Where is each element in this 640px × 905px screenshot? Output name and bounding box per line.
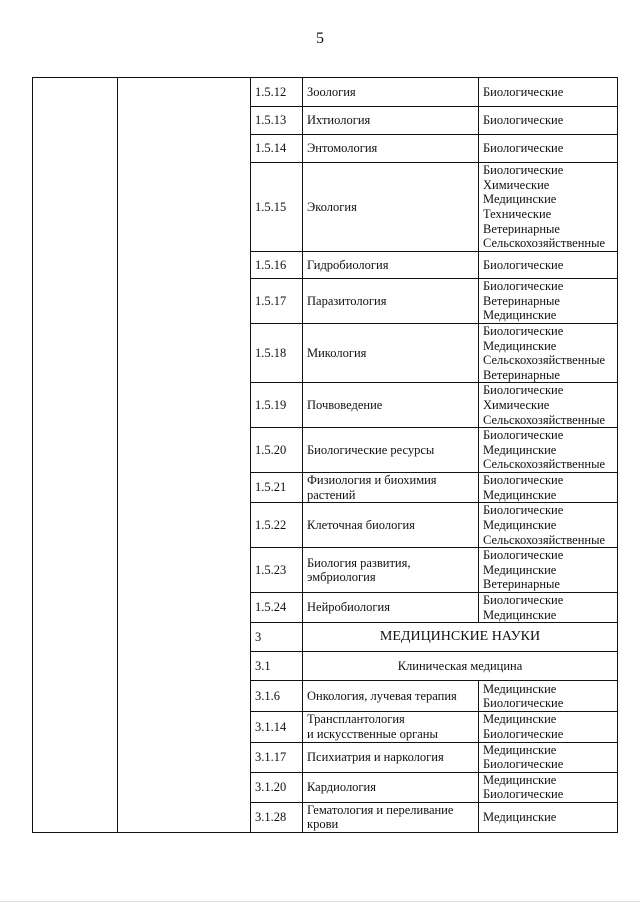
row-code: 1.5.24	[251, 593, 303, 623]
row-code: 1.5.15	[251, 163, 303, 252]
specialty-name-line: Энтомология	[307, 141, 378, 156]
row-code: 1.5.21	[251, 473, 303, 503]
specialty-name-line: Гематология и переливание	[307, 802, 454, 817]
science-fields	[479, 772, 618, 802]
science-field: Медицинские	[483, 517, 557, 532]
science-field: Медицинские	[483, 712, 557, 727]
specialty-name	[303, 742, 479, 772]
science-field: Медицинские	[483, 308, 557, 323]
science-fields	[479, 163, 618, 252]
specialty-name-line: Трансплантология	[307, 712, 405, 727]
science-field: Медицинские	[483, 338, 557, 353]
specialty-name	[303, 428, 479, 473]
science-field: Биологические	[483, 257, 564, 272]
specialty-name	[303, 383, 479, 428]
specialty-name-line: эмбриология	[307, 570, 376, 585]
science-field: Ветеринарные	[483, 293, 560, 308]
row-code: 3.1.28	[251, 802, 303, 832]
science-fields	[479, 428, 618, 473]
science-field: Биологические	[483, 696, 564, 711]
science-field: Биологические	[483, 548, 564, 563]
specialty-name	[303, 503, 479, 548]
row-code: 1.5.19	[251, 383, 303, 428]
table-body	[33, 78, 618, 833]
science-fields	[479, 135, 618, 163]
section-title: Клиническая медицина	[303, 652, 618, 681]
page-bottom-rule	[0, 901, 640, 902]
science-field: Химические	[483, 397, 550, 412]
science-field: Ветеринарные	[483, 577, 560, 592]
science-field: Биологические	[483, 503, 564, 518]
page-number: 5	[316, 30, 324, 47]
science-field: Сельскохозяйственные	[483, 353, 606, 368]
science-fields	[479, 252, 618, 279]
science-field: Сельскохозяйственные	[483, 532, 606, 547]
science-field: Медицинские	[483, 192, 557, 207]
science-field: Медицинские	[483, 681, 557, 696]
specialty-name-line: Физиология и биохимия	[307, 473, 437, 488]
science-field: Ветеринарные	[483, 221, 560, 236]
science-fields	[479, 503, 618, 548]
row-code: 3	[251, 623, 303, 652]
specialty-name	[303, 681, 479, 712]
science-field: Биологические	[483, 757, 564, 772]
specialty-name	[303, 135, 479, 163]
row-code: 3.1.20	[251, 772, 303, 802]
specialty-name-line: Нейробиология	[307, 600, 390, 615]
specialty-name	[303, 78, 479, 107]
specialty-name	[303, 163, 479, 252]
science-field: Биологические	[483, 383, 564, 398]
row-code: 3.1	[251, 652, 303, 681]
specialty-name-line: Биология развития,	[307, 555, 411, 570]
row-code: 1.5.18	[251, 324, 303, 383]
row-code: 1.5.12	[251, 78, 303, 107]
row-code: 1.5.16	[251, 252, 303, 279]
science-field: Химические	[483, 177, 550, 192]
science-field: Медицинские	[483, 742, 557, 757]
specialty-name	[303, 772, 479, 802]
specialty-name-line: Клеточная биология	[307, 517, 415, 532]
specialty-name	[303, 252, 479, 279]
science-fields	[479, 548, 618, 593]
specialty-name-line: Онкология, лучевая терапия	[307, 689, 457, 704]
science-fields	[479, 107, 618, 135]
science-fields	[479, 712, 618, 742]
science-fields	[479, 742, 618, 772]
row-code: 3.1.14	[251, 712, 303, 742]
specialty-name	[303, 279, 479, 324]
specialty-name-line: Кардиология	[307, 779, 376, 794]
specialty-name-line: Паразитология	[307, 293, 387, 308]
specialty-name	[303, 107, 479, 135]
specialty-name-line: Ихтиология	[307, 113, 371, 128]
science-field: Медицинские	[483, 562, 557, 577]
specialties-table	[32, 77, 618, 833]
row-code: 1.5.17	[251, 279, 303, 324]
row-code: 3.1.6	[251, 681, 303, 712]
science-field: Биологические	[483, 113, 564, 128]
science-fields	[479, 279, 618, 324]
specialty-name-line: Гидробиология	[307, 257, 389, 272]
science-field: Биологические	[483, 787, 564, 802]
specialty-name-line: Психиатрия и наркология	[307, 749, 444, 764]
science-fields	[479, 383, 618, 428]
science-fields	[479, 324, 618, 383]
science-field: Технические	[483, 207, 552, 221]
science-field: Медицинские	[483, 772, 557, 787]
specialty-name-line: Почвоведение	[307, 397, 383, 412]
section-title: МЕДИЦИНСКИЕ НАУКИ	[303, 623, 618, 652]
row-code: 3.1.17	[251, 742, 303, 772]
science-field: Биологические	[483, 324, 564, 338]
specialty-name	[303, 473, 479, 503]
science-fields	[479, 681, 618, 712]
specialty-name-line: растений	[307, 487, 356, 502]
science-field: Медицинские	[483, 810, 557, 825]
science-field: Биологические	[483, 163, 564, 178]
specialty-name	[303, 548, 479, 593]
empty-column-2	[118, 78, 251, 833]
specialty-name-line: крови	[307, 817, 339, 832]
row-code: 1.5.13	[251, 107, 303, 135]
science-fields	[479, 78, 618, 107]
science-field: Медицинские	[483, 442, 557, 457]
row-code: 1.5.14	[251, 135, 303, 163]
specialty-name-line: Микология	[307, 345, 367, 360]
science-field: Биологические	[483, 279, 564, 294]
row-code: 1.5.20	[251, 428, 303, 473]
table-row	[33, 78, 618, 107]
specialty-name	[303, 593, 479, 623]
specialty-name-line: Зоология	[307, 84, 356, 99]
empty-column-1	[33, 78, 118, 833]
science-field: Ветеринарные	[483, 367, 560, 382]
science-field: Биологические	[483, 84, 564, 99]
specialty-name	[303, 802, 479, 832]
science-field: Биологические	[483, 428, 564, 443]
specialty-name	[303, 324, 479, 383]
specialty-name	[303, 712, 479, 742]
row-code: 1.5.23	[251, 548, 303, 593]
science-field: Сельскохозяйственные	[483, 412, 606, 427]
specialty-name-line: и искусственные органы	[307, 726, 438, 741]
science-field: Биологические	[483, 726, 564, 741]
row-code: 1.5.22	[251, 503, 303, 548]
science-field: Биологические	[483, 593, 564, 608]
science-fields	[479, 593, 618, 623]
science-fields	[479, 802, 618, 832]
science-field: Сельскохозяйственные	[483, 457, 606, 472]
science-field: Медицинские	[483, 487, 557, 502]
science-field: Сельскохозяйственные	[483, 236, 606, 251]
science-field: Биологические	[483, 473, 564, 488]
science-field: Медицинские	[483, 607, 557, 622]
specialty-name-line: Биологические ресурсы	[307, 442, 435, 457]
science-field: Биологические	[483, 141, 564, 156]
specialty-name-line: Экология	[307, 199, 357, 214]
science-fields	[479, 473, 618, 503]
